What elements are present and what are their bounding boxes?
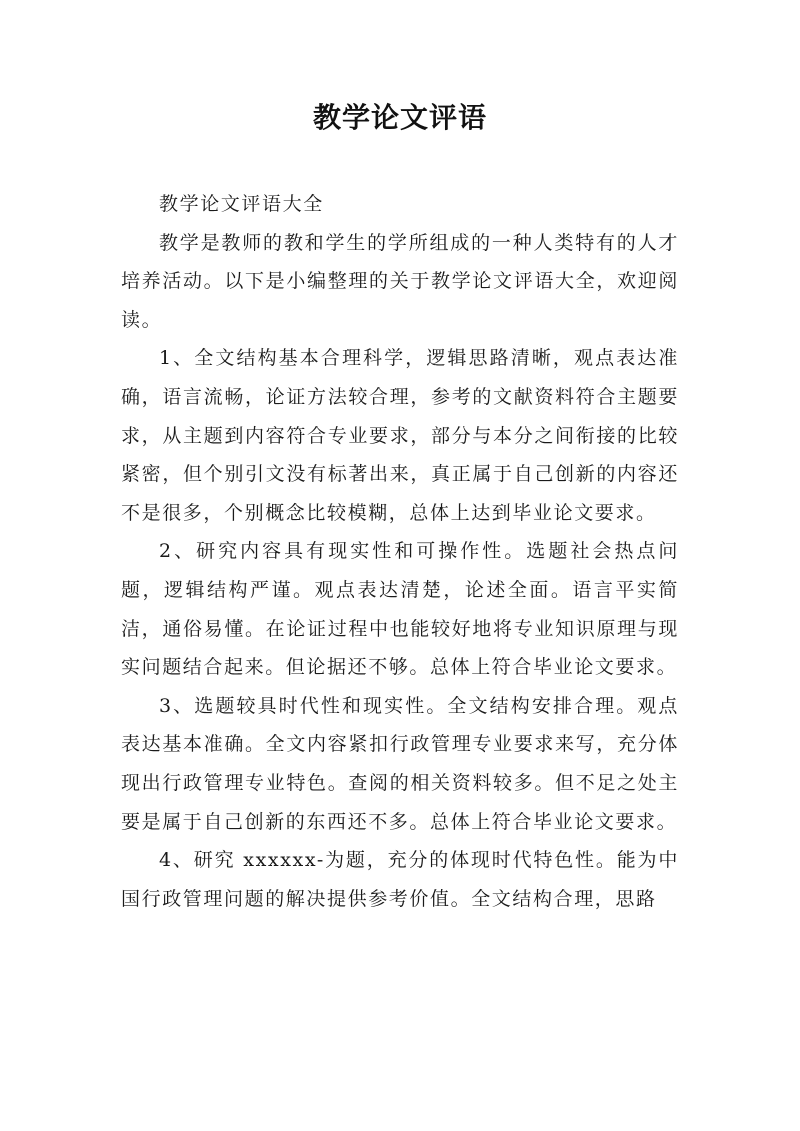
document-body (121, 185, 679, 918)
paragraph-subtitle: 教学论文评语大全 (159, 193, 324, 215)
document-title: 教学论文评语 (312, 101, 487, 134)
paragraph-comment-1: 1、全文结构基本合理科学，逻辑思路清晰，观点表达准确，语言流畅，论证方法较合理，参考的文献资料符合主题要求，从主题到内容符合专业要求，部分与本分之间衔接的比较紧密，但个别引文没有标著出来，真正属于自己创新的内容还不是很多，个别概念比较模糊，总体上达到毕业论文要求。 (121, 347, 679, 524)
paragraph-comment-2: 2、研究内容具有现实性和可操作性。选题社会热点问题，逻辑结构严谨。观点表达清楚，论述全面。语言平实简洁，通俗易懂。在论证过程中也能较好地将专业知识原理与现实问题结合起来。但论据还不够。总体上符合毕业论文要求。 (121, 540, 679, 679)
paragraph-comment-3: 3、选题较具时代性和现实性。全文结构安排合理。观点表达基本准确。全文内容紧扣行政管理专业要求来写，充分体现出行政管理专业特色。查阅的相关资料较多。但不足之处主要是属于自己创新的东西还不多。总体上符合毕业论文要求。 (121, 694, 679, 833)
paragraph-comment-4: 4、研究 xxxxxx-为题，充分的体现时代特色性。能为中国行政管理问题的解决提供参考价值。全文结构合理，思路 (121, 849, 679, 910)
paragraph-intro: 教学是教师的教和学生的学所组成的一种人类特有的人才培养活动。以下是小编整理的关于教学论文评语大全，欢迎阅读。 (121, 231, 679, 331)
